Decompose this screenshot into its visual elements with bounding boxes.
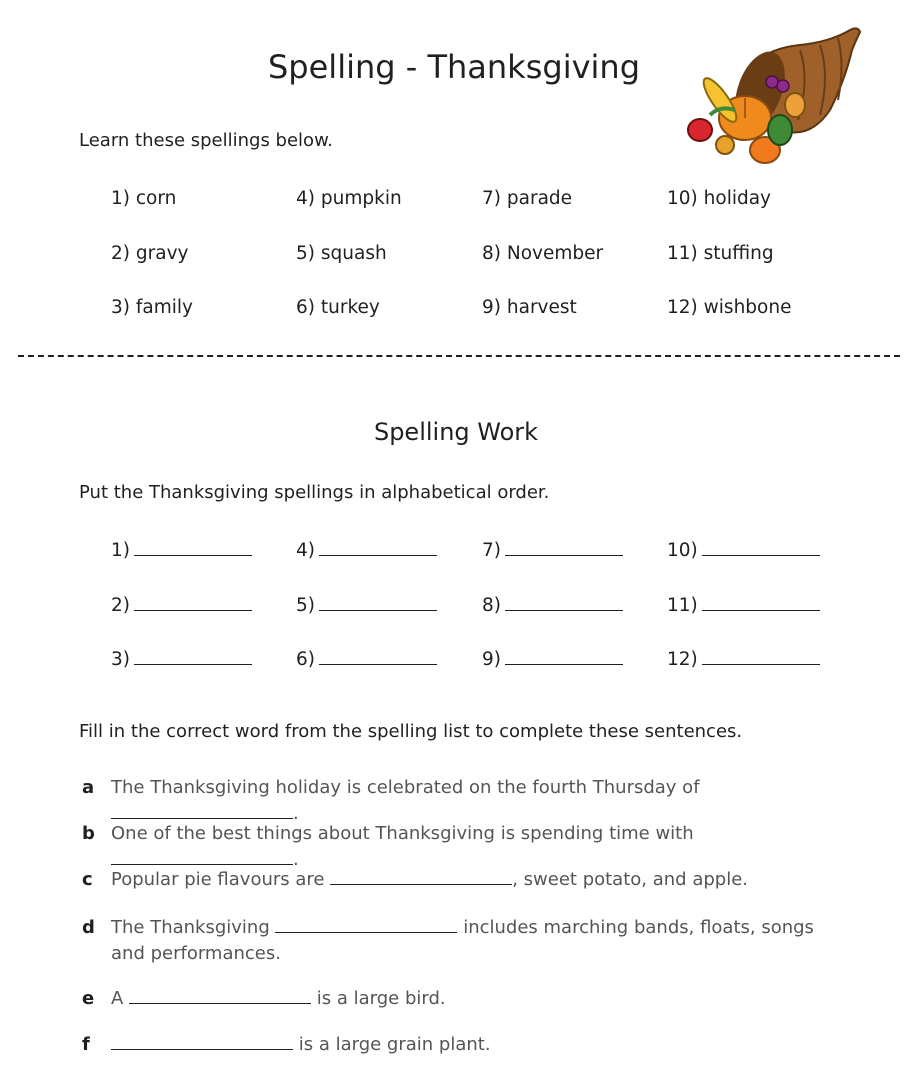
spelling-item-6: 6) turkey bbox=[296, 297, 380, 318]
spelling-item-2: 2) gravy bbox=[111, 243, 189, 264]
alpha-blank-8[interactable]: 8) bbox=[482, 593, 623, 616]
sentence-letter: c bbox=[82, 869, 93, 890]
page-title: Spelling - Thanksgiving bbox=[267, 48, 640, 86]
spelling-item-10: 10) holiday bbox=[667, 188, 772, 209]
sentence-f: f is a large grain plant. bbox=[82, 1032, 872, 1058]
alpha-blank-1[interactable]: 1) bbox=[111, 538, 252, 561]
sentence-b: b One of the best things about Thanksgiving is spending time with . bbox=[82, 823, 694, 870]
sentence-blank[interactable] bbox=[111, 847, 293, 865]
sentence-letter: b bbox=[82, 823, 95, 844]
spelling-item-9: 9) harvest bbox=[482, 297, 577, 318]
alpha-blank-9[interactable]: 9) bbox=[482, 647, 623, 670]
alpha-blank-2[interactable]: 2) bbox=[111, 593, 252, 616]
alpha-blank-6[interactable]: 6) bbox=[296, 647, 437, 670]
sentence-letter: a bbox=[82, 777, 95, 798]
alpha-blank-4[interactable]: 4) bbox=[296, 538, 437, 561]
spelling-item-4: 4) pumpkin bbox=[296, 188, 402, 209]
spelling-item-5: 5) squash bbox=[296, 243, 387, 264]
sentence-blank[interactable] bbox=[330, 867, 512, 885]
sentence-letter: d bbox=[82, 917, 95, 938]
alpha-instruction: Put the Thanksgiving spellings in alphabetical order. bbox=[79, 482, 550, 503]
sentence-c: c Popular pie flavours are , sweet potato, and apple. bbox=[82, 867, 872, 893]
alpha-blank-5[interactable]: 5) bbox=[296, 593, 437, 616]
spelling-item-3: 3) family bbox=[111, 297, 193, 318]
sentence-blank[interactable] bbox=[111, 1032, 293, 1050]
alpha-blank-3[interactable]: 3) bbox=[111, 647, 252, 670]
alpha-blank-12[interactable]: 12) bbox=[667, 647, 820, 670]
sentence-a: a The Thanksgiving holiday is celebrated on the fourth Thursday of . bbox=[82, 777, 700, 824]
sentence-blank[interactable] bbox=[275, 915, 457, 933]
spelling-item-12: 12) wishbone bbox=[667, 297, 792, 318]
alpha-blank-7[interactable]: 7) bbox=[482, 538, 623, 561]
sentence-letter: e bbox=[82, 988, 95, 1009]
spelling-item-8: 8) November bbox=[482, 243, 604, 264]
sentence-blank[interactable] bbox=[129, 986, 311, 1004]
sentence-blank[interactable] bbox=[111, 801, 293, 819]
alpha-blank-10[interactable]: 10) bbox=[667, 538, 820, 561]
section-title: Spelling Work bbox=[373, 418, 539, 446]
sentence-letter: f bbox=[82, 1034, 90, 1055]
sentence-e: e A is a large bird. bbox=[82, 986, 872, 1012]
cut-line-divider bbox=[18, 355, 900, 357]
spelling-item-7: 7) parade bbox=[482, 188, 573, 209]
cornucopia-illustration bbox=[680, 20, 870, 170]
spelling-item-11: 11) stuffing bbox=[667, 243, 774, 264]
learn-instruction: Learn these spellings below. bbox=[79, 130, 333, 151]
alpha-blank-11[interactable]: 11) bbox=[667, 593, 820, 616]
sentence-d: d The Thanksgiving includes marching bands, floats, songs and performances. bbox=[82, 917, 814, 964]
spelling-item-1: 1) corn bbox=[111, 188, 177, 209]
fill-instruction: Fill in the correct word from the spelling list to complete these sentences. bbox=[79, 721, 743, 742]
